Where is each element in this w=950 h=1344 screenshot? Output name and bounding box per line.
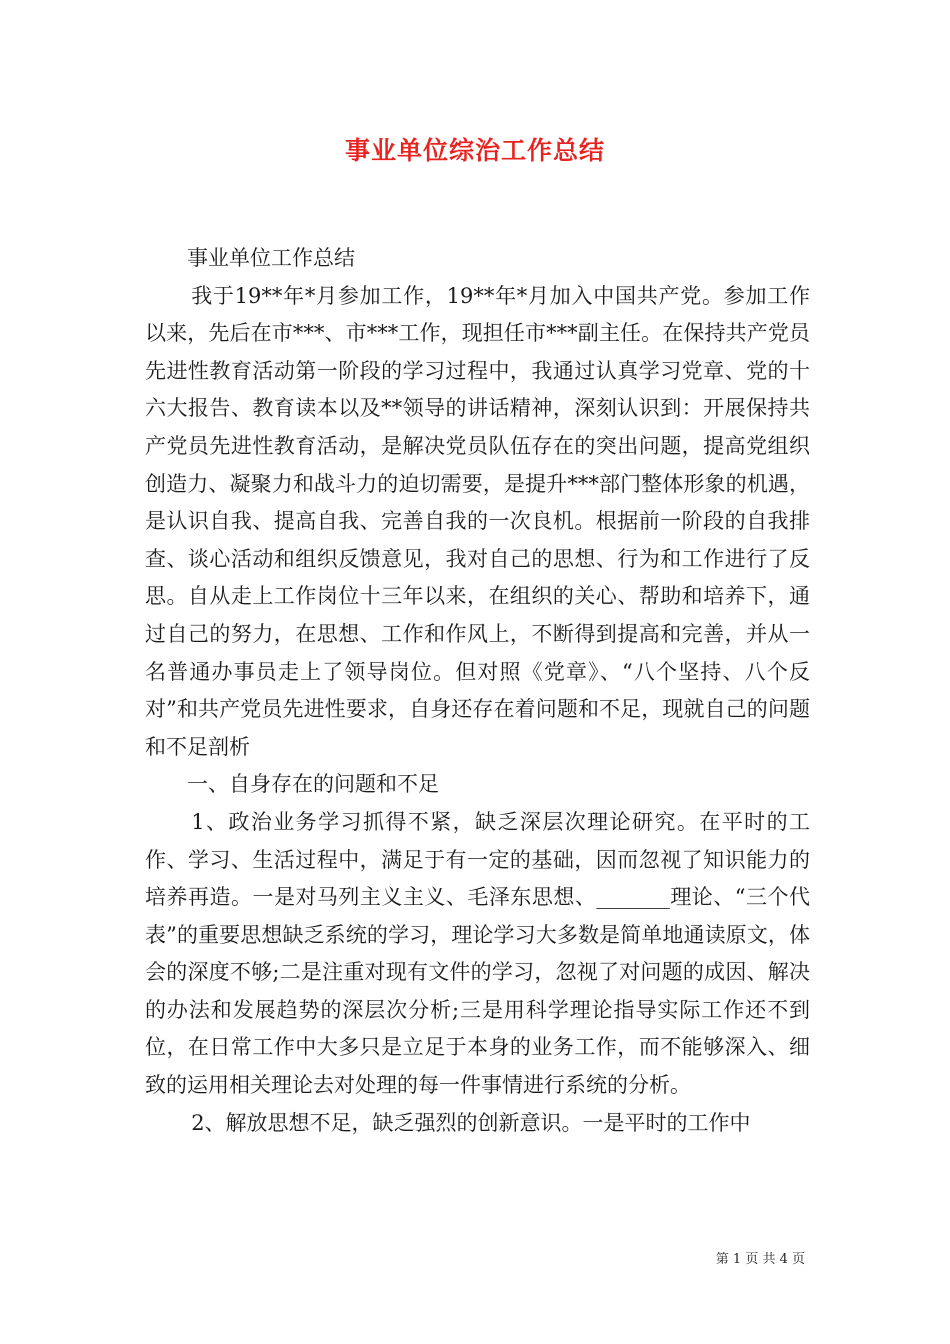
paragraph-item-2: 2、解放思想不足，缺乏强烈的创新意识。一是平时的工作中 (191, 1110, 751, 1135)
paragraph-intro: 我于19**年*月参加工作，19**年*月加入中国共产党。参加工作以来，先后在市***、市***工作，现担任市***副主任。在保持共产党员先进性教育活动第一阶段的学习过程中，我通过认真学习党章、党的十六大报告、教育读本以及**领导的讲话精神，深刻认识到：开展保持共产党员先进性教育活动，是解决党员队伍存在的突出问题，提高党组织创造力、凝聚力和战斗力的迫切需要，是提升***部门整体形象的机遇，是认识自我、提高自我、完善自我的一次良机。根据前一阶段的自我排查、谈心活动和组织反馈意见，我对自己的思想、行为和工作进行了反思。自从走上工作岗位十三年以来，在组织的关心、帮助和培养下，通过自己的努力，在思想、工作和作风上，不断得到提高和完善，并从一名普通办事员走上了领导岗位。但对照《党章》、“八个坚持、八个反对”和共产党员先进性要求，自身还存在着问题和不足，现就自己的问题和不足剖析 (145, 283, 810, 759)
document-body (145, 240, 810, 1142)
document-title: 事业单位综治工作总结 (344, 136, 605, 165)
paragraph-item-1: 1、政治业务学习抓得不紧，缺乏深层次理论研究。在平时的工作、学习、生活过程中，满足于有一定的基础，因而忽视了知识能力的培养再造。一是对马列主义主义、毛泽东思想、_______理论、“三个代表”的重要思想缺乏系统的学习，理论学习大多数是简单地通读原文，体会的深度不够;二是注重对现有文件的学习，忽视了对问题的成因、解决的办法和发展趋势的深层次分析;三是用科学理论指导实际工作还不到位，在日常工作中大多只是立足于本身的业务工作，而不能够深入、细致的运用相关理论去对处理的每一件事情进行系统的分析。 (145, 809, 810, 1098)
section-heading-problems: 一、自身存在的问题和不足 (187, 772, 439, 797)
page-number: 第 1 页 共 4 页 (715, 1252, 805, 1267)
paragraph-subtitle: 事业单位工作总结 (187, 246, 355, 270)
